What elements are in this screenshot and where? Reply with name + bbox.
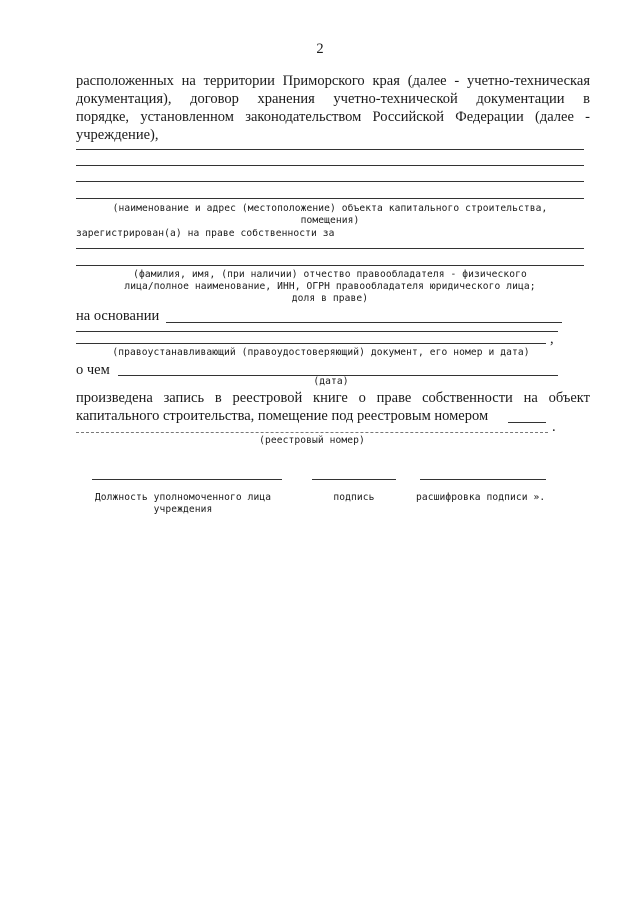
page-number: 2 bbox=[316, 41, 324, 57]
about-label: о чем bbox=[76, 362, 110, 378]
basis-label: на основании bbox=[76, 308, 160, 324]
intro-line: порядке, установленном законодательством Российской Федерации (далее - bbox=[76, 109, 590, 125]
date-caption: (дата) bbox=[313, 376, 349, 387]
document-caption: (правоустанавливающий (правоудостоверяющий) документ, его номер и дата) bbox=[112, 347, 530, 358]
decode-field[interactable] bbox=[420, 479, 546, 480]
owner-caption: доля в праве) bbox=[291, 293, 369, 304]
intro-line: расположенных на территории Приморского края (далее - учетно-техническая bbox=[76, 73, 590, 89]
basis-field[interactable] bbox=[166, 322, 562, 323]
registry-caption: (реестровый номер) bbox=[259, 435, 365, 446]
owner-caption: лица/полное наименование, ИНН, ОГРН правообладателя юридического лица; bbox=[124, 281, 536, 292]
position-caption: Должность уполномоченного лица bbox=[94, 492, 272, 503]
position-caption: учреждения bbox=[153, 504, 213, 515]
registry-number-short-field[interactable] bbox=[508, 422, 546, 423]
record-period: . bbox=[552, 419, 556, 435]
basis-field-line[interactable] bbox=[76, 331, 558, 332]
owner-caption: (фамилия, имя, (при наличии) отчество правообладателя - физического bbox=[133, 269, 527, 280]
basis-comma: , bbox=[550, 331, 554, 347]
intro-line: учреждение), bbox=[76, 127, 159, 143]
decode-caption: расшифровка подписи ». bbox=[416, 492, 546, 503]
record-line: капитального строительства, помещение под реестровым номером bbox=[76, 408, 489, 424]
object-caption: помещения) bbox=[300, 215, 360, 226]
object-caption: (наименование и адрес (местоположение) объекта капитального строительства, bbox=[112, 203, 548, 214]
record-line: произведена запись в реестровой книге о праве собственности на объект bbox=[76, 390, 590, 406]
basis-field-line[interactable] bbox=[76, 343, 546, 344]
intro-line: документация), договор хранения учетно-технической документации в bbox=[76, 91, 590, 107]
registry-number-field[interactable] bbox=[76, 432, 548, 433]
registered-label: зарегистрирован(а) на праве собственности за bbox=[76, 228, 335, 239]
sign-caption: подпись bbox=[333, 492, 375, 503]
position-field[interactable] bbox=[92, 479, 282, 480]
sign-field[interactable] bbox=[312, 479, 396, 480]
